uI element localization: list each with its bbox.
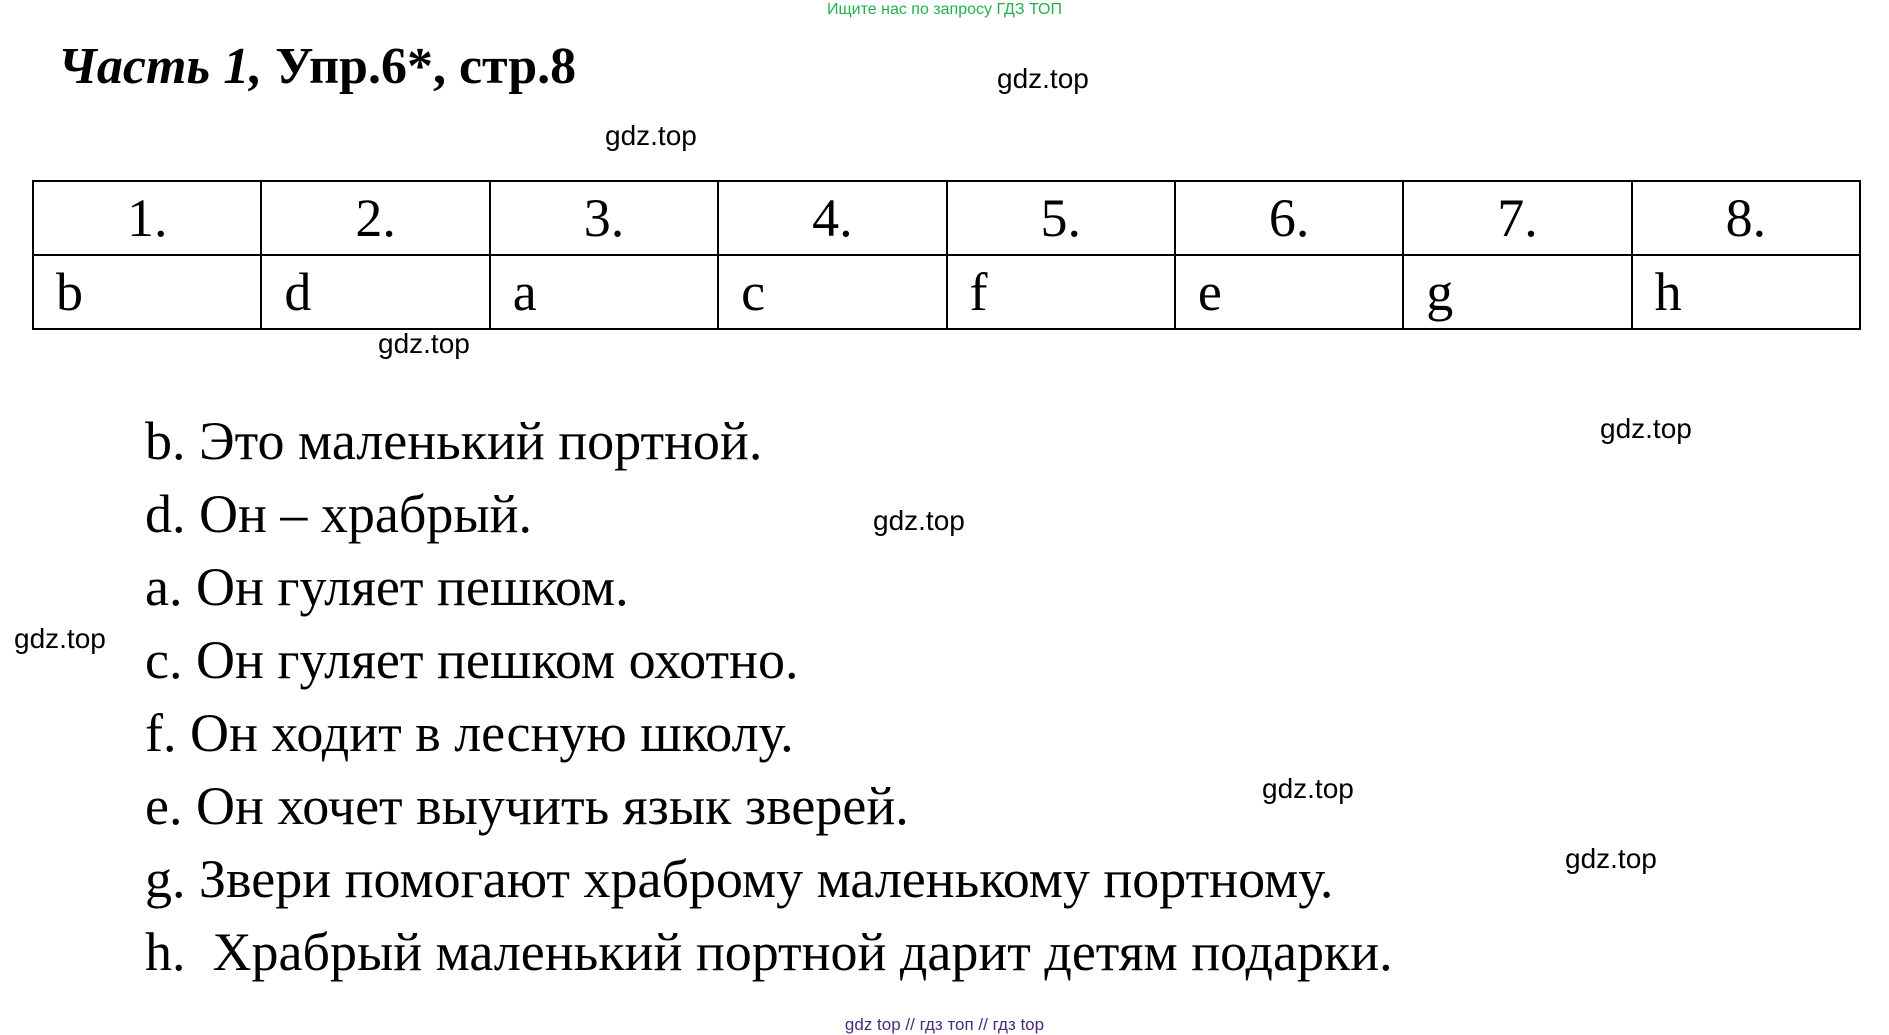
watermark: gdz.top — [1600, 413, 1692, 444]
footer-links: gdz top // гдз топ // гдз top — [844, 1015, 1045, 1034]
watermark: gdz.top — [14, 623, 106, 654]
watermark: gdz.top — [997, 63, 1089, 94]
watermark: gdz.top — [873, 505, 965, 536]
sentence-item: g. Звери помогают храброму маленькому портному. — [145, 849, 1334, 909]
watermark: gdz.top — [1565, 843, 1657, 874]
number-cell: 4. — [718, 181, 946, 255]
number-cell: 8. — [1632, 181, 1860, 255]
watermark: gdz.top — [605, 120, 697, 151]
sentence-item: f. Он ходит в лесную школу. — [145, 703, 794, 763]
number-cell: 6. — [1175, 181, 1403, 255]
letter-cell: a — [490, 255, 718, 329]
number-cell: 7. — [1403, 181, 1631, 255]
top-banner: Ищите нас по запросу ГДЗ ТОП — [827, 1, 1062, 18]
letter-cell: d — [261, 255, 489, 329]
sentence-list — [145, 405, 1393, 989]
page-title — [58, 38, 576, 95]
letter-cell: h — [1632, 255, 1860, 329]
letter-row — [33, 255, 1860, 329]
watermark: gdz.top — [378, 328, 470, 359]
sentence-item: a. Он гуляет пешком. — [145, 557, 629, 617]
sentence-item: d. Он – храбрый. — [145, 484, 533, 544]
number-row — [33, 181, 1860, 255]
number-cell: 5. — [947, 181, 1175, 255]
letter-cell: b — [33, 255, 261, 329]
letter-cell: g — [1403, 255, 1631, 329]
letter-cell: e — [1175, 255, 1403, 329]
letter-cell: c — [718, 255, 946, 329]
sentence-item: h. Храбрый маленький портной дарит детям подарки. — [145, 922, 1393, 982]
number-cell: 3. — [490, 181, 718, 255]
watermark: gdz.top — [1262, 773, 1354, 804]
number-cell: 2. — [261, 181, 489, 255]
sentence-item: b. Это маленький портной. — [145, 411, 763, 471]
answer-table — [32, 180, 1861, 330]
sentence-item: e. Он хочет выучить язык зверей. — [145, 776, 909, 836]
sentence-item: c. Он гуляет пешком охотно. — [145, 630, 799, 690]
title-exercise: Упр.6*, стр.8 — [262, 38, 577, 95]
title-part: Часть 1, — [58, 38, 263, 95]
letter-cell: f — [947, 255, 1175, 329]
number-cell: 1. — [33, 181, 261, 255]
